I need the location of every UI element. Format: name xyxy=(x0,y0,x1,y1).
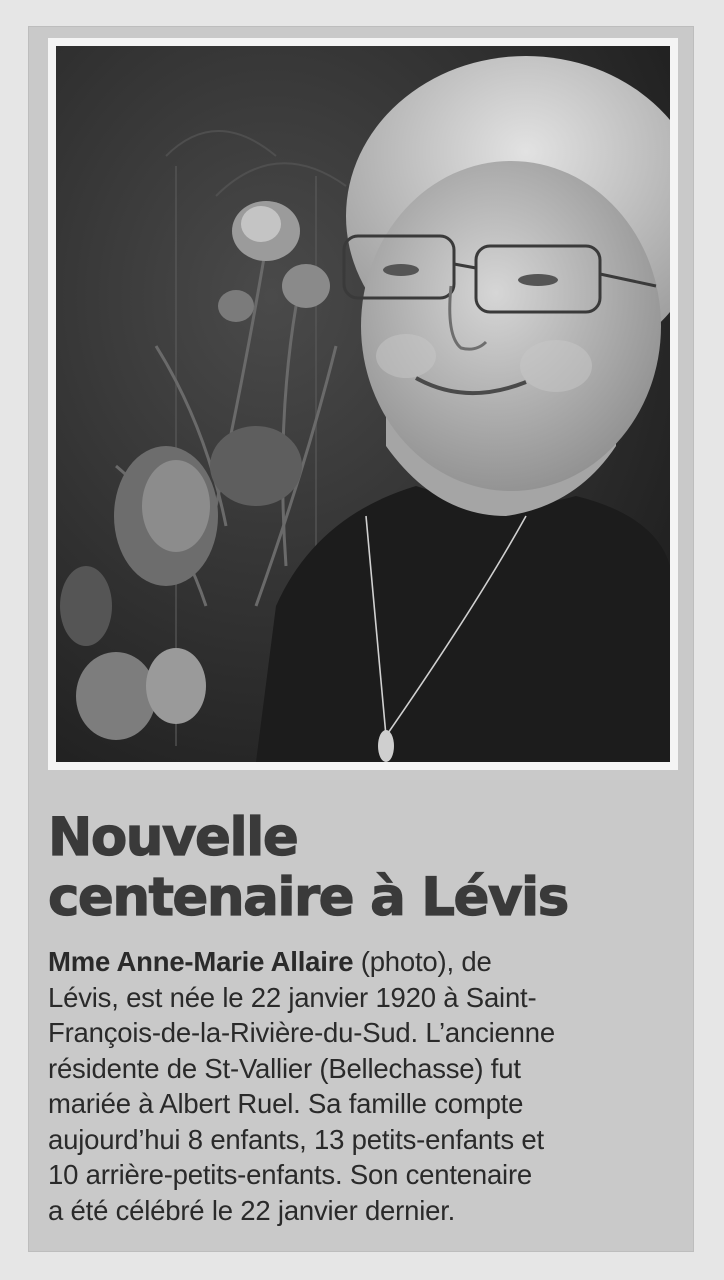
body-line: a été célébré le 22 janvier dernier. xyxy=(48,1194,456,1226)
body-line: François-de-la-Rivière-du-Sud. L’ancienne xyxy=(48,1017,555,1048)
body-line: aujourd’hui 8 enfants, 13 petits-enfants et xyxy=(48,1123,544,1155)
portrait-photo xyxy=(56,46,670,762)
headline-line: centenaire à Lévis xyxy=(48,867,568,928)
face xyxy=(361,161,661,491)
body-line: mariée à Albert Ruel. Sa famille compte xyxy=(48,1088,524,1119)
article-body xyxy=(48,944,684,1228)
pendant xyxy=(378,730,394,762)
body-line: résidente de St-Vallier (Bellechasse) fut xyxy=(48,1052,521,1084)
portrait-illustration xyxy=(56,46,670,762)
body-line: 10 arrière-petits-enfants. Son centenaire xyxy=(48,1159,533,1190)
body-line xyxy=(48,944,684,980)
article-headline xyxy=(48,808,678,928)
body-line: Lévis, est née le 22 janvier 1920 à Saint- xyxy=(48,981,537,1013)
lead-name: Mme Anne-Marie Allaire xyxy=(48,946,354,977)
newspaper-clipping xyxy=(28,26,694,1252)
photo-frame xyxy=(48,38,678,770)
body-line-1-rest: (photo), de xyxy=(353,946,492,977)
headline-line: Nouvelle xyxy=(48,807,298,868)
